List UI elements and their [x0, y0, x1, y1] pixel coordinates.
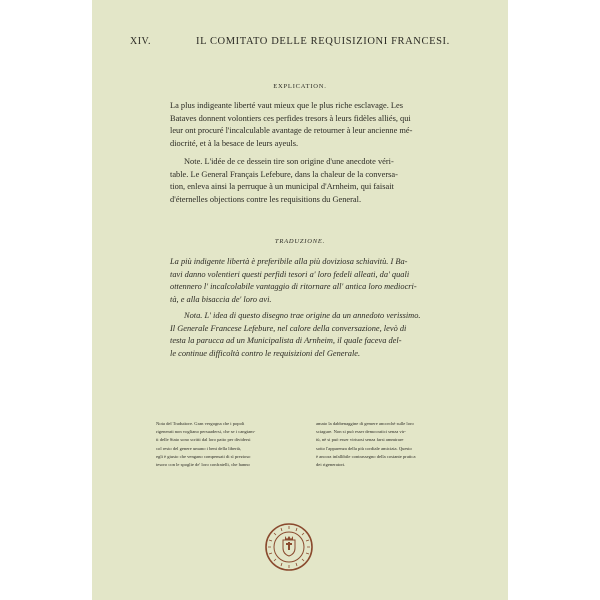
text-line: le continue difficoltà contro le requisizioni del Generale.	[170, 348, 361, 358]
text-line: La più indigente libertà è preferibile alla più doviziosa schiavitù. I Ba-	[170, 257, 408, 266]
text-line: Bataves donnent volontiers ces perfides tresors à leurs fidèles alliés, qui	[170, 113, 411, 123]
text-line: ottennero l' incalcolabile vantaggio di ritornare all' antica loro mediocri-	[170, 282, 417, 292]
document-page	[92, 0, 508, 600]
library-stamp	[264, 522, 314, 572]
text-line: testa la parucca ad un Municipalista di Arnheim, il quale faceva del-	[170, 336, 402, 346]
note-line: tù, nè si può esser virtuosi senza farsi ammirare	[316, 437, 404, 443]
note-line: tesoro con le spoglie de' loro confratelli, che hanno	[156, 462, 250, 468]
translator-note	[156, 420, 464, 480]
note-line: sotto l'apparenza della più cordiale amicizia. Questo	[316, 445, 412, 451]
text-line: tà, e alla bisaccia de' loro avi.	[170, 294, 272, 304]
text-line: La plus indigeante liberté vaut mieux que le plus riche esclavage. Les	[170, 101, 404, 110]
text-line: diocrité, et à la besace de leurs ayeuls.	[170, 138, 299, 148]
note-line: dei rigeneratori.	[316, 462, 346, 468]
explication-paragraph-1	[170, 100, 450, 150]
translator-note-left-column	[156, 420, 304, 469]
note-line: rigenerati non vogliano persuadersi, che se i cangiam-	[156, 429, 256, 435]
note-line: egli è giusto che vengano compensati di sì prezioso	[156, 453, 251, 459]
explication-paragraph-2	[170, 156, 450, 206]
text-line: table. Le General Français Lefebure, dans la chaleur de la conversa-	[170, 169, 398, 179]
note-line: col resto del genere umano i beni della libertà,	[156, 445, 242, 451]
traduzione-paragraph-2	[170, 310, 454, 360]
translator-note-right-column	[316, 420, 464, 469]
explication-heading: EXPLICATION.	[273, 83, 327, 90]
page-title: IL COMITATO DELLE REQUISIZIONI FRANCESI.	[196, 36, 450, 47]
note-line: amato la dabbenaggine di gemere ancorchè sulle loro	[316, 421, 414, 426]
text-line: Note. L'idée de ce dessein tire son origine d'une anecdote véri-	[184, 157, 394, 166]
traduzione-heading: TRADUZIONE.	[274, 238, 326, 245]
text-line: Nota. L' idea di questo disegno trae origine da un annedoto verissimo.	[184, 311, 421, 320]
traduzione-paragraph-1	[170, 256, 454, 306]
text-line: tion, enleva ainsi la perruque à un municipal d'Arnheim, qui faisait	[170, 182, 394, 192]
note-line: è ancora infallibile contrassegno della costante pratica	[316, 453, 416, 459]
note-line: ti delle Stato sono scritti dal loro patto per dividersi	[156, 437, 251, 443]
note-line: sciagure. Non si può esser democratici senza vir-	[316, 429, 406, 435]
note-line: Nota del Traduttore. Gran vergogna che i popoli	[156, 421, 245, 426]
page-number: XIV.	[130, 36, 151, 47]
crest-icon	[283, 536, 295, 556]
text-line: d'éternelles objections contre les requisitions du General.	[170, 194, 362, 204]
text-line: leur ont procuré l'incalculable avantage de retourner à leur ancienne mé-	[170, 126, 413, 136]
text-line: tavi danno volentieri questi perfidi tesori a' loro fedeli alleati, da' quali	[170, 269, 410, 279]
running-header	[92, 36, 508, 56]
text-line: Il Generale Francese Lefebure, nel calore della conversazione, levò di	[170, 323, 407, 333]
